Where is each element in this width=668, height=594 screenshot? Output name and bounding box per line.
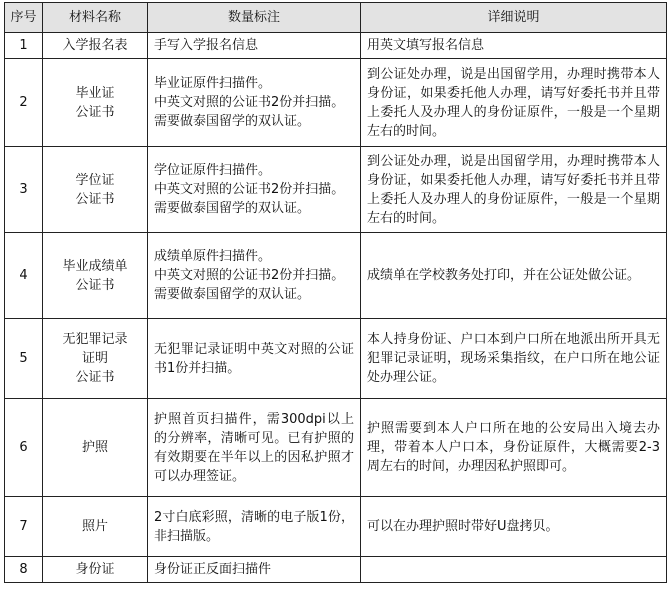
- row-quantity: 成绩单原件扫描件。 中英文对照的公证书2份并扫描。 需要做泰国留学的双认证。: [148, 233, 361, 319]
- table-row: [5, 33, 667, 59]
- row-name: 无犯罪记录 证明 公证书: [43, 319, 148, 399]
- row-no: 3: [5, 147, 43, 233]
- row-no: 7: [5, 497, 43, 557]
- row-detail: 到公证处办理，说是出国留学用，办理时携带本人身份证，如果委托他人办理，请写好委托书并且带上委托人及办理人的身份证原件，一般是一个星期左右的时间。: [361, 59, 667, 147]
- table-row: [5, 497, 667, 557]
- row-quantity: 护照首页扫描件，需300dpi以上的分辨率，清晰可见。已有护照的有效期要在半年以上的因私护照才可以办理签证。: [148, 399, 361, 497]
- row-detail: 成绩单在学校教务处打印，并在公证处做公证。: [361, 233, 667, 319]
- row-quantity: 学位证原件扫描件。 中英文对照的公证书2份并扫描。 需要做泰国留学的双认证。: [148, 147, 361, 233]
- row-detail: 用英文填写报名信息: [361, 33, 667, 59]
- row-no: 5: [5, 319, 43, 399]
- header-no: 序号: [5, 3, 43, 33]
- row-detail: 护照需要到本人户口所在地的公安局出入境去办理，带着本人户口本，身份证原件，大概需要2-3周左右的时间，办理因私护照即可。: [361, 399, 667, 497]
- row-name: 毕业证 公证书: [43, 59, 148, 147]
- table-row: [5, 319, 667, 399]
- table-row: [5, 147, 667, 233]
- table-row: [5, 233, 667, 319]
- row-name: 入学报名表: [43, 33, 148, 59]
- row-quantity: 2寸白底彩照，清晰的电子版1份，非扫描版。: [148, 497, 361, 557]
- header-quantity: 数量标注: [148, 3, 361, 33]
- row-no: 6: [5, 399, 43, 497]
- row-quantity: 手写入学报名信息: [148, 33, 361, 59]
- row-detail: [361, 557, 667, 583]
- row-quantity: 无犯罪记录证明中英文对照的公证书1份并扫描。: [148, 319, 361, 399]
- row-name: 学位证 公证书: [43, 147, 148, 233]
- header-name: 材料名称: [43, 3, 148, 33]
- row-name: 护照: [43, 399, 148, 497]
- row-detail: 本人持身份证、户口本到户口所在地派出所开具无犯罪记录证明，现场采集指纹，在户口所在地公证处办理公证。: [361, 319, 667, 399]
- table-header-row: [5, 3, 667, 33]
- materials-table: [4, 2, 667, 583]
- table-row: [5, 59, 667, 147]
- row-quantity: 身份证正反面扫描件: [148, 557, 361, 583]
- row-no: 8: [5, 557, 43, 583]
- header-detail: 详细说明: [361, 3, 667, 33]
- table-row: [5, 399, 667, 497]
- table-row: [5, 557, 667, 583]
- row-name: 照片: [43, 497, 148, 557]
- row-quantity: 毕业证原件扫描件。 中英文对照的公证书2份并扫描。 需要做泰国留学的双认证。: [148, 59, 361, 147]
- row-detail: 可以在办理护照时带好U盘拷贝。: [361, 497, 667, 557]
- row-name: 毕业成绩单 公证书: [43, 233, 148, 319]
- row-no: 1: [5, 33, 43, 59]
- row-name: 身份证: [43, 557, 148, 583]
- row-no: 4: [5, 233, 43, 319]
- row-detail: 到公证处办理，说是出国留学用，办理时携带本人身份证，如果委托他人办理，请写好委托书并且带上委托人及办理人的身份证原件，一般是一个星期左右的时间。: [361, 147, 667, 233]
- row-no: 2: [5, 59, 43, 147]
